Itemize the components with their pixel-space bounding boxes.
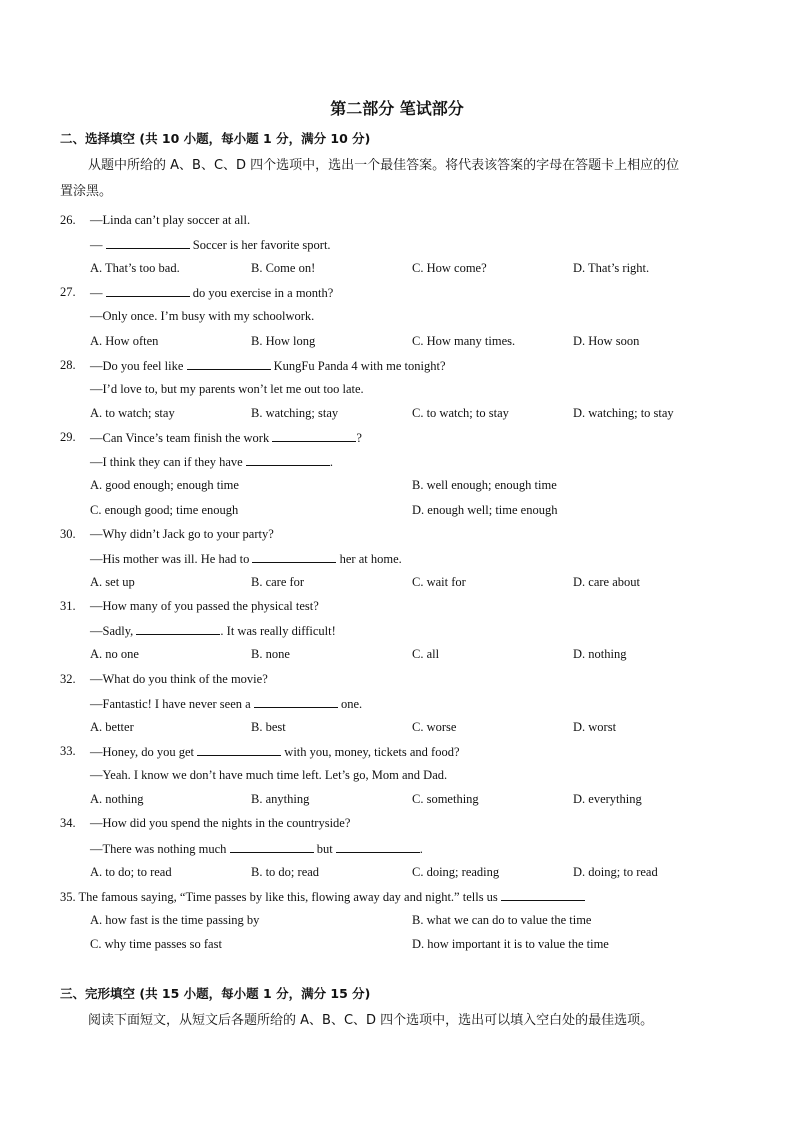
option-b: B. to do; read (251, 865, 320, 879)
option-d: D. worst (573, 720, 617, 734)
question-line: —What do you think of the movie? (90, 672, 268, 686)
option-d: D. enough well; time enough (412, 503, 558, 517)
question-line: —Do you feel like KungFu Panda 4 with me tonight? (90, 359, 446, 373)
question-line: —How many of you passed the physical test? (90, 599, 319, 613)
option-c: C. why time passes so fast (90, 937, 222, 951)
option-c: C. doing; reading (412, 865, 500, 879)
option-a: A. nothing (90, 792, 144, 806)
answer-blank (336, 840, 420, 853)
section-heading: 二、选择填空 (共 10 小题，每小题 1 分，满分 10 分) (60, 131, 371, 146)
question-line: — do you exercise in a month? (90, 286, 334, 300)
option-d: D. everything (573, 792, 642, 806)
question-number: 32. (60, 672, 76, 686)
question-line: —Sadly, . It was really difficult! (90, 624, 336, 638)
question-line: —I think they can if they have . (90, 455, 333, 469)
answer-blank (246, 453, 330, 466)
option-c: C. to watch; to stay (412, 406, 509, 420)
option-a: A. no one (90, 647, 139, 661)
question-number: 31. (60, 599, 76, 613)
option-d: D. care about (573, 575, 640, 589)
option-a: A. set up (90, 575, 135, 589)
question-line: 35. The famous saying, “Time passes by like this, flowing away day and night.” tells us (60, 888, 585, 905)
option-c: C. How many times. (412, 334, 516, 348)
instruction-text: 阅读下面短文，从短文后各题所给的 A、B、C、D 四个选项中，选出可以填入空白处的最佳选项。 (88, 1013, 654, 1028)
instruction-text: 置涂黑。 (60, 184, 113, 199)
option-b: B. How long (251, 334, 316, 348)
question-line: —Fantastic! I have never seen a one. (90, 697, 363, 711)
answer-blank (252, 550, 336, 563)
option-c: C. all (412, 647, 440, 661)
answer-blank (136, 622, 220, 635)
option-c: C. worse (412, 720, 457, 734)
option-c: C. enough good; time enough (90, 503, 239, 517)
option-d: D. nothing (573, 647, 627, 661)
option-b: B. what we can do to value the time (412, 913, 592, 927)
option-a: A. how fast is the time passing by (90, 913, 260, 927)
answer-blank (254, 695, 338, 708)
option-d: D. That’s right. (573, 261, 650, 275)
option-a: A. That’s too bad. (90, 261, 180, 275)
option-b: B. none (251, 647, 290, 661)
question-line: —There was nothing much but . (90, 842, 423, 856)
option-b: B. Come on! (251, 261, 316, 275)
answer-blank (501, 888, 585, 901)
question-line: —Why didn’t Jack go to your party? (90, 527, 274, 541)
section-heading: 三、完形填空 (共 15 小题，每小题 1 分，满分 15 分) (60, 986, 371, 1001)
option-c: C. something (412, 792, 479, 806)
question-number: 27. (60, 285, 76, 299)
option-d: D. How soon (573, 334, 640, 348)
question-number: 28. (60, 358, 76, 372)
question-line: —Linda can’t play soccer at all. (90, 213, 251, 227)
question-line: —Can Vince’s team finish the work ? (90, 431, 362, 445)
question-number: 26. (60, 213, 76, 227)
option-b: B. well enough; enough time (412, 478, 557, 492)
option-b: B. anything (251, 792, 310, 806)
option-a: A. good enough; enough time (90, 478, 239, 492)
answer-blank (106, 236, 190, 249)
option-b: B. watching; stay (251, 406, 339, 420)
question-line: —How did you spend the nights in the countryside? (90, 816, 351, 830)
question-line: —Yeah. I know we don’t have much time left. Let’s go, Mom and Dad. (90, 768, 448, 782)
answer-blank (187, 357, 271, 370)
question-line: —I’d love to, but my parents won’t let me out too late. (90, 382, 364, 396)
option-d: D. how important it is to value the time (412, 937, 609, 951)
answer-blank (197, 743, 281, 756)
option-b: B. best (251, 720, 286, 734)
option-c: C. wait for (412, 575, 466, 589)
answer-blank (272, 429, 356, 442)
question-line: —His mother was ill. He had to her at home. (90, 552, 402, 566)
option-a: A. to watch; stay (90, 406, 175, 420)
question-number: 29. (60, 430, 76, 444)
question-line: — Soccer is her favorite sport. (90, 238, 331, 252)
question-number: 30. (60, 527, 76, 541)
option-c: C. How come? (412, 261, 487, 275)
answer-blank (106, 284, 190, 297)
option-d: D. watching; to stay (573, 406, 674, 420)
question-line: —Honey, do you get with you, money, tickets and food? (90, 745, 460, 759)
answer-blank (230, 840, 314, 853)
option-a: A. How often (90, 334, 159, 348)
option-a: A. better (90, 720, 134, 734)
question-number: 34. (60, 816, 76, 830)
instruction-text: 从题中所给的 A、B、C、D 四个选项中，选出一个最佳答案。将代表该答案的字母在答题卡上相应的位 (88, 158, 680, 173)
option-b: B. care for (251, 575, 305, 589)
option-d: D. doing; to read (573, 865, 658, 879)
option-a: A. to do; to read (90, 865, 172, 879)
page-title: 第二部分 笔试部分 (330, 99, 464, 118)
question-line: —Only once. I’m busy with my schoolwork. (90, 309, 315, 323)
question-number: 33. (60, 744, 76, 758)
